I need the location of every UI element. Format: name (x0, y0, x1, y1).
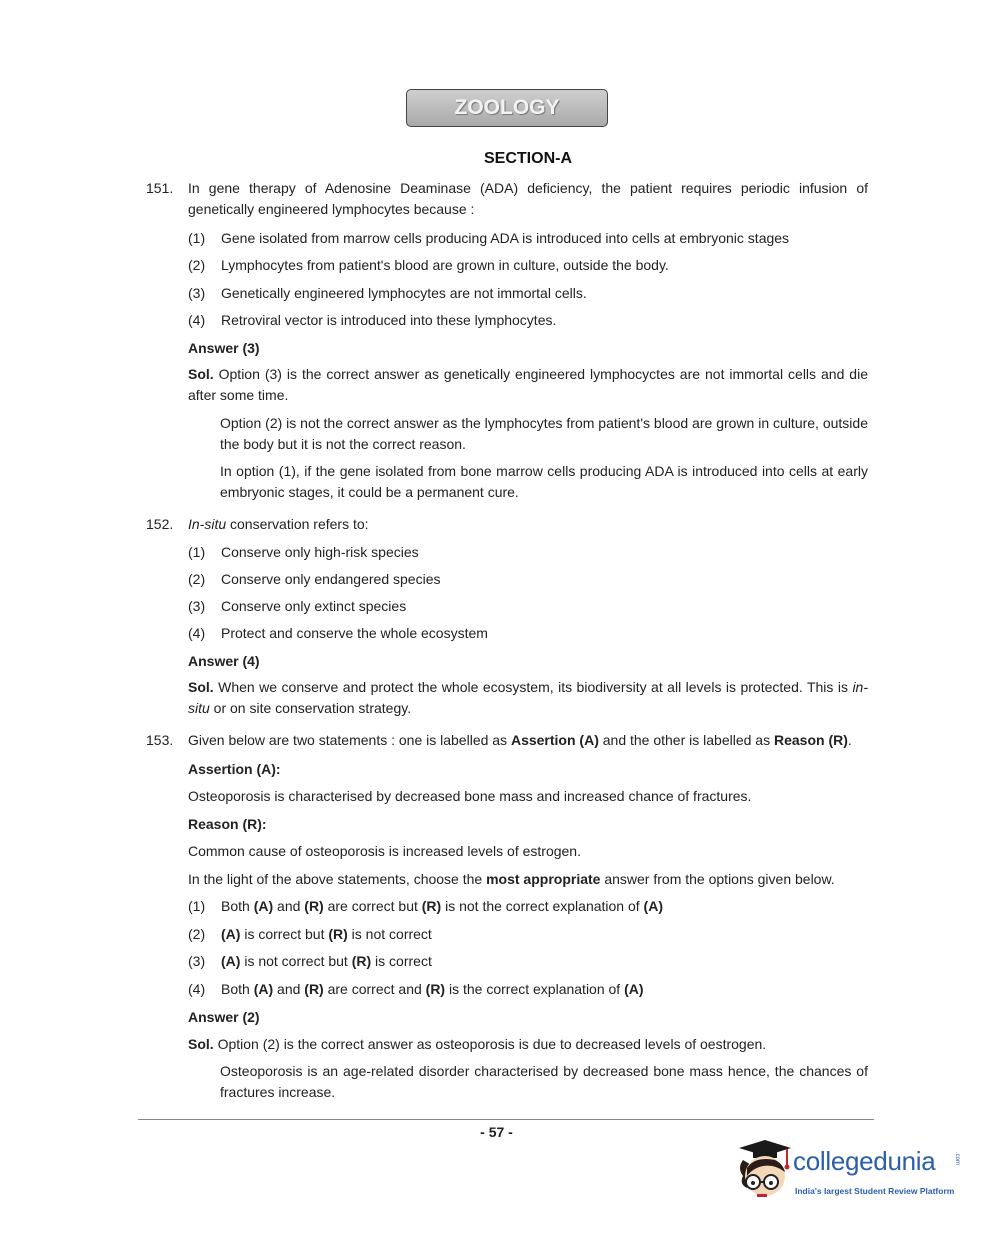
question-italic: In-situ (188, 516, 227, 532)
option-number: (2) (188, 257, 206, 273)
option-part: is not correct but (240, 953, 352, 969)
reason-text: Common cause of osteoporosis is increased levels of estrogen. (188, 843, 581, 859)
option-part: is correct (371, 953, 432, 969)
solution-label: Sol. (188, 1036, 214, 1052)
option-4 (188, 981, 868, 997)
option-number: (4) (188, 312, 206, 328)
solution (188, 677, 868, 719)
option-1 (188, 230, 868, 246)
option-text: Gene isolated from marrow cells producing ADA is introduced into cells at embryonic stages (221, 230, 790, 246)
assertion-text: Osteoporosis is characterised by decreased bone mass and increased chance of fractures. (188, 788, 752, 804)
question-text (188, 730, 868, 751)
option-text: Lymphocytes from patient's blood are grown in culture, outside the body. (221, 257, 669, 273)
question-text: In gene therapy of Adenosine Deaminase (ADA) deficiency, the patient requires periodic infusion of genetically engineered lymphocytes because : (188, 180, 868, 217)
solution-paragraph: Option (2) is not the correct answer as the lymphocytes from patient's blood are grown in culture, outside the body but it is not the correct reason. (220, 415, 868, 452)
question-intro-end: . (847, 732, 852, 748)
subject-title: ZOOLOGY (454, 96, 560, 119)
solution-text: When we conserve and protect the whole ecosystem, its biodiversity at all levels is protected. This is (218, 679, 848, 695)
option-number: (3) (188, 285, 206, 301)
option-text: Genetically engineered lymphocytes are not immortal cells. (221, 285, 587, 301)
option-part: and (273, 981, 305, 997)
collegedunia-logo (735, 1138, 965, 1208)
option-3 (188, 285, 868, 301)
option-number: (4) (188, 625, 206, 641)
option-text: Retroviral vector is introduced into these lymphocytes. (221, 312, 557, 328)
option-number: (1) (188, 230, 206, 246)
option-2 (188, 257, 868, 273)
subject-title-box (406, 89, 608, 127)
option-part-bold: (A) (221, 926, 241, 942)
option-number: (2) (188, 926, 206, 942)
option-number: (1) (188, 898, 206, 914)
option-number: (3) (188, 953, 206, 969)
option-number: (1) (188, 544, 206, 560)
question-text (188, 514, 868, 535)
footer-divider (138, 1119, 874, 1120)
option-1 (188, 898, 868, 914)
logo-wordmark: collegedunia (793, 1146, 936, 1176)
option-part-bold: (R) (425, 981, 446, 997)
option-2 (188, 571, 868, 587)
option-2 (188, 926, 868, 942)
option-part: Both (221, 898, 254, 914)
option-part: are correct but (323, 898, 422, 914)
reason-label: Reason (R) (773, 732, 848, 748)
instruction-bold: most appropriate (486, 871, 601, 887)
option-part-bold: (R) (421, 898, 442, 914)
option-part: is the correct explanation of (445, 981, 625, 997)
answer: Answer (3) (188, 340, 260, 356)
option-part-bold: (R) (351, 953, 372, 969)
solution-label: Sol. (188, 366, 214, 382)
option-part-bold: (R) (304, 981, 324, 997)
option-part-bold: (R) (304, 898, 324, 914)
instruction-text (188, 871, 868, 887)
solution (188, 1036, 868, 1052)
option-number: (2) (188, 571, 206, 587)
option-3 (188, 598, 868, 614)
option-part-bold: (A) (624, 981, 644, 997)
question-intro-mid: and the other is labelled as (598, 732, 774, 748)
solution-paragraph: In option (1), if the gene isolated from bone marrow cells producing ADA is introduced into cells at early embryonic stages, it could be a permanent cure. (220, 463, 868, 500)
option-text: Conserve only high-risk species (221, 544, 419, 560)
option-4 (188, 312, 868, 328)
option-part: is correct but (240, 926, 329, 942)
option-part-bold: (A) (643, 898, 663, 914)
question-rest: conservation refers to: (226, 516, 369, 532)
solution-text: Option (3) is the correct answer as genetically engineered lymphocyctes are not immortal cells and die after some time. (188, 366, 868, 403)
solution-text-end: or on site conservation strategy. (209, 700, 412, 716)
solution-paragraph: Osteoporosis is an age-related disorder characterised by decreased bone mass hence, the chances of fractures increase. (220, 1063, 868, 1100)
question-number: 151. (146, 180, 174, 196)
option-part-bold: (A) (221, 953, 241, 969)
question-intro: Given below are two statements : one is labelled as (188, 732, 511, 748)
option-part-bold: (R) (328, 926, 348, 942)
assertion-heading: Assertion (A): (188, 761, 281, 777)
option-1 (188, 544, 868, 560)
logo-tagline: India's largest Student Review Platform (795, 1186, 955, 1196)
answer: Answer (2) (188, 1009, 260, 1025)
page-number: - 57 - (480, 1124, 513, 1140)
option-part-bold: (A) (253, 898, 274, 914)
option-number: (3) (188, 598, 206, 614)
reason-heading: Reason (R): (188, 816, 267, 832)
logo-domain: .com (954, 1152, 960, 1166)
option-4 (188, 625, 868, 641)
option-text: Protect and conserve the whole ecosystem (221, 625, 488, 641)
option-part: are correct and (323, 981, 426, 997)
option-part: is not the correct explanation of (441, 898, 644, 914)
solution-italic: in-situ (188, 679, 868, 716)
option-part: is not correct (347, 926, 432, 942)
instruction-a: In the light of the above statements, choose the (188, 871, 487, 887)
question-number: 153. (146, 732, 174, 748)
option-part: and (273, 898, 305, 914)
solution (188, 364, 868, 406)
solution-label: Sol. (188, 679, 214, 695)
option-3 (188, 953, 868, 969)
mascot-icon (735, 1138, 793, 1208)
solution-text: Option (2) is the correct answer as osteoporosis is due to decreased levels of oestrogen. (217, 1036, 767, 1052)
option-number: (4) (188, 981, 206, 997)
section-title: SECTION-A (484, 150, 572, 167)
option-text: Conserve only endangered species (221, 571, 441, 587)
option-part: Both (221, 981, 254, 997)
question-number: 152. (146, 516, 174, 532)
instruction-b: answer from the options given below. (600, 871, 835, 887)
assertion-label: Assertion (A) (510, 732, 599, 748)
answer: Answer (4) (188, 653, 260, 669)
option-part-bold: (A) (253, 981, 274, 997)
option-text: Conserve only extinct species (221, 598, 407, 614)
